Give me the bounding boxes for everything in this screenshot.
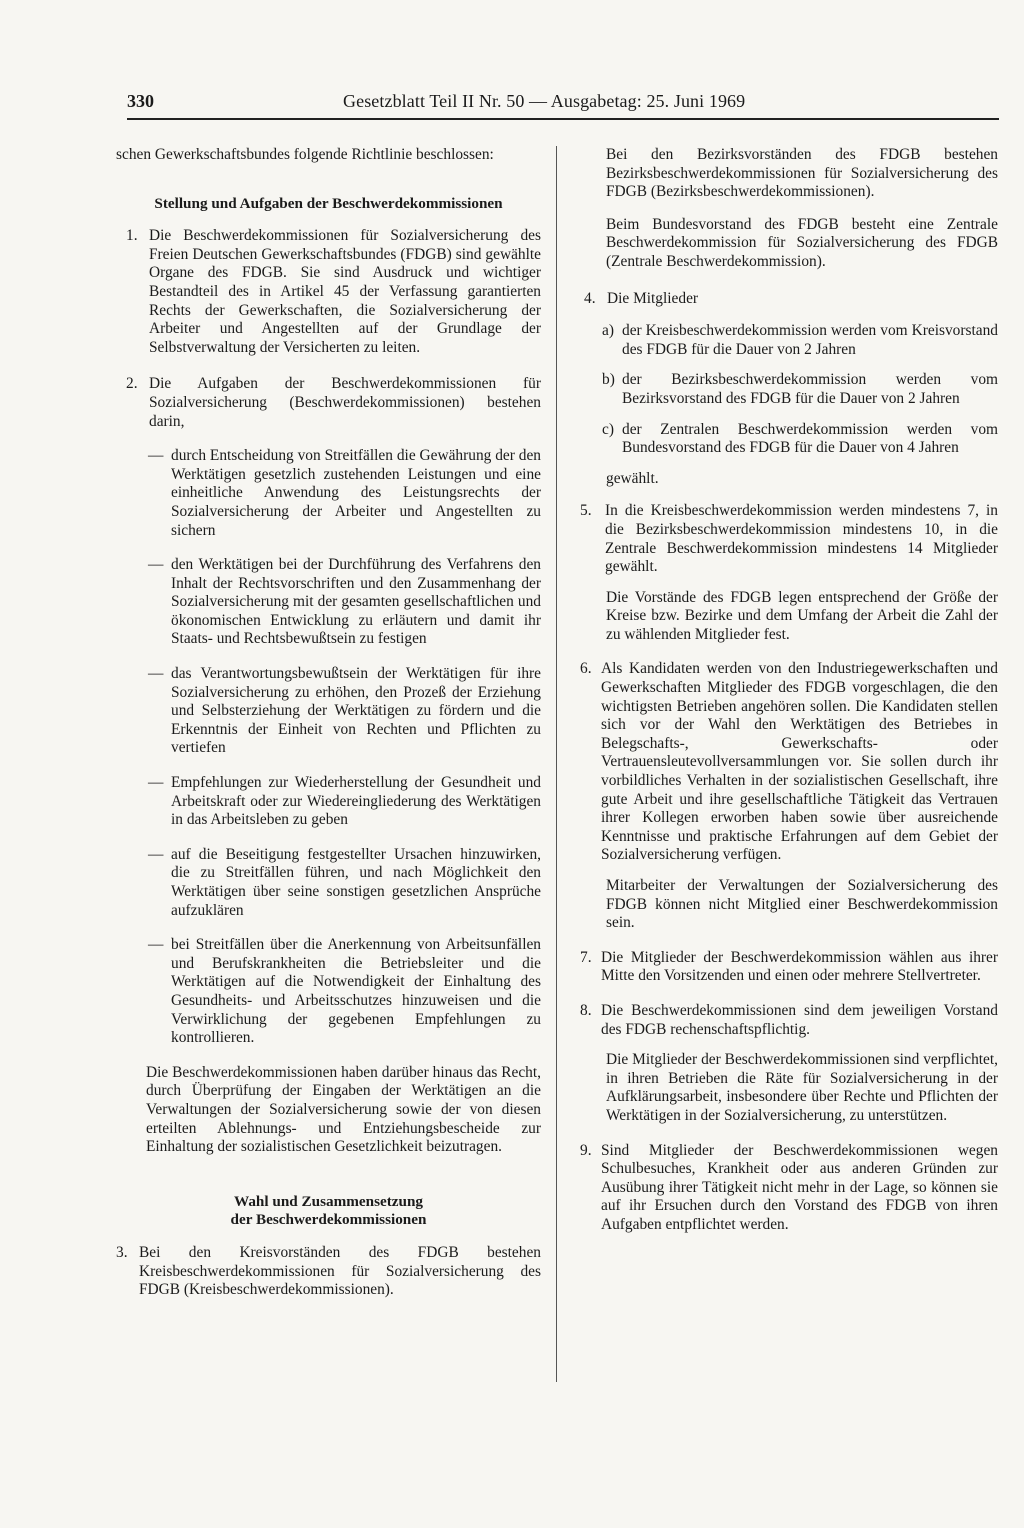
dash-item-text: den Werktätigen bei der Durchführung des Verfahrens den Inhalt der Rechtsvorschriften und den Zusammenhang der Sozialversicherung mit der gesamten gesellschaftlichen und ökonomischen Entwicklung zu erläutern und damit ihr Staats- und Rechtsbewußtsein zu festigen — [171, 556, 541, 648]
sub-item-letter: b) — [602, 371, 615, 389]
paragraph-5-part-2: Die Vorstände des FDGB legen entsprechend der Größe der Kreise bzw. Bezirke und dem Umfang der Arbeit die Zahl der zu wählenden Mitglieder fest. — [606, 588, 998, 643]
paragraph-3-part-2: Bei den Bezirksvorständen des FDGB bestehen Bezirksbeschwerdekommissionen für Sozialversicherung des FDGB (Bezirksbeschwerdekommissionen). — [606, 146, 998, 201]
paragraph-number: 9. — [580, 1141, 592, 1159]
page-header — [127, 90, 999, 120]
paragraph-8 — [566, 1002, 998, 1039]
dash-item-4 — [116, 774, 541, 830]
paragraph-number: 2. — [126, 375, 138, 393]
sub-item-b — [566, 371, 998, 408]
sub-item-text: der Bezirksbeschwerdekommission werden vom Bezirksvorstand des FDGB für die Dauer von 2 Jahren — [622, 371, 998, 407]
paragraph-9 — [566, 1142, 998, 1235]
paragraph-3 — [116, 1244, 541, 1300]
column-divider — [556, 146, 557, 1382]
paragraph-text: Die Aufgaben der Beschwerdekommissionen für Sozialversicherung (Beschwerdekommissionen) bestehen darin, — [149, 375, 541, 430]
paragraph-text: Als Kandidaten werden von den Industriegewerkschaften und Gewerkschaften Mitglieder des FDGB vorgeschlagen, die den wichtigsten Betrieben angehören sollen. Die Kandidaten stellen sich vor der Wahl den Werktätigen des Betriebes in Belegschafts-, Gewerkschafts- oder Vertrauensleutevollversammlungen vor. Sie sollen durch ihr vorbildliches Verhalten in der sozialistischen Gesellschaft, ihre gute Arbeit und ihre gesellschaftliche Tätigkeit das Vertrauen ihrer Kollegen erworben haben sowie über ausreichende Kenntnisse und praktische Erfahrungen auf dem Gebiet der Sozialversicherung verfügen. — [601, 660, 998, 864]
dash-item-1 — [116, 447, 541, 540]
sub-item-text: der Zentralen Beschwerdekommission werden vom Bundesvorstand des FDGB für die Dauer von 4 Jahren — [622, 420, 998, 457]
dash-marker: — — [148, 774, 164, 792]
dash-item-text: das Verantwortungsbewußtsein der Werktätigen für ihre Sozialversicherung zu erhöhen, den Prozeß der Erziehung und Selbsterziehung der Werktätigen zu fördern und die Erkenntnis der Einheit von Rechten und Pflichten zu vertiefen — [171, 665, 541, 757]
dash-marker: — — [148, 936, 164, 954]
paragraph-text: Die Mitglieder der Beschwerdekommission wählen aus ihrer Mitte den Vorsitzenden und einen oder mehrere Stellvertreter. — [601, 948, 998, 985]
paragraph-text: Die Mitglieder — [607, 289, 699, 307]
paragraph-text: Sind Mitglieder der Beschwerdekommissionen wegen Schulbesuches, Krankheit oder aus anderen Gründen zur Ausübung ihrer Tätigkeit nicht mehr in der Lage, so können sie auf ihr Ersuchen durch den Vorstand des FDGB von ihren Aufgaben entpflichtet werden. — [601, 1141, 998, 1233]
page-number: 330 — [127, 91, 154, 111]
paragraph-number: 4. — [584, 289, 596, 307]
dash-marker: — — [148, 665, 164, 683]
dash-item-text: durch Entscheidung von Streitfällen die Gewährung der den Werktätigen gesetzlich zustehenden Leistungen und eine einheitliche Anwendung des Leistungsrechts der Sozialversicherung der Arbeiter und Angestellten zu sichern — [171, 447, 541, 539]
sub-item-letter: c) — [602, 420, 614, 438]
section-heading-2-line-1: Wahl und Zusammensetzung — [233, 1192, 424, 1210]
sub-item-c — [566, 421, 998, 458]
right-column — [566, 146, 998, 1235]
sub-item-letter: a) — [602, 322, 614, 340]
paragraph-6 — [566, 660, 998, 865]
paragraph-text: In die Kreisbeschwerdekommission werden mindestens 7, in die Bezirksbeschwerdekommission mindestens 10, in die Zentrale Beschwerdekommission mindestens 14 Mitglieder gewählt. — [605, 502, 998, 576]
paragraph-8-part-2: Die Mitglieder der Beschwerdekommissionen sind verpflichtet, in ihren Betrieben die Räte für Sozialversicherung in der Aufklärungsarbeit, insbesondere über Rechte und Pflichten der Werktätigen in der Sozialversicherung, zu unterstützen. — [606, 1051, 998, 1124]
intro-text: schen Gewerkschaftsbundes folgende Richtlinie beschlossen: — [116, 146, 494, 163]
sub-item-text: der Kreisbeschwerdekommission werden vom Kreisvorstand des FDGB für die Dauer von 2 Jahren — [622, 322, 998, 358]
paragraph-number: 1. — [126, 227, 138, 245]
paragraph-number: 5. — [580, 502, 592, 520]
dash-marker: — — [148, 556, 164, 574]
paragraph-text: Bei den Kreisvorständen des FDGB bestehen Kreisbeschwerdekommissionen für Sozialversicherung des FDGB (Kreisbeschwerdekommissionen). — [139, 1243, 541, 1299]
dash-item-6 — [116, 936, 541, 1048]
sub-item-a — [566, 322, 998, 359]
paragraph-number: 7. — [580, 948, 592, 966]
paragraph-5 — [566, 502, 998, 576]
left-column — [116, 146, 541, 1300]
paragraph-6-part-2: Mitarbeiter der Verwaltungen der Sozialversicherung des FDGB können nicht Mitglied einer Beschwerdekommission sein. — [606, 877, 998, 932]
paragraph-7 — [566, 949, 998, 986]
dash-marker: — — [148, 845, 164, 863]
header-title: Gesetzblatt Teil II Nr. 50 — Ausgabetag: 25. Juni 1969 — [343, 91, 746, 111]
paragraph-4 — [566, 290, 998, 309]
paragraph-2 — [116, 375, 541, 431]
dash-item-text: auf die Beseitigung festgestellter Ursachen hinzuwirken, die zu Streitfällen führen, und nach Möglichkeit den Werktätigen über seine sonstigen gesetzlichen Ansprüche aufzuklären — [171, 845, 541, 919]
dash-item-text: Empfehlungen zur Wiederherstellung der Gesundheit und Arbeitskraft oder zur Wiedereingliederung des Werktätigen in das Arbeitsleben zu geben — [171, 774, 541, 829]
paragraph-3-part-3: Beim Bundesvorstand des FDGB besteht eine Zentrale Beschwerdekommission für Sozialversicherung des FDGB (Zentrale Beschwerdekommission). — [606, 215, 998, 270]
dash-item-5 — [116, 846, 541, 920]
dash-marker: — — [148, 447, 164, 465]
section-heading-2-line-2: der Beschwerdekommissionen — [230, 1211, 427, 1229]
paragraph-1 — [116, 227, 541, 357]
dash-item-3 — [116, 665, 541, 758]
paragraph-number: 3. — [116, 1243, 128, 1261]
paragraph-number: 6. — [580, 660, 592, 678]
paragraph-number: 8. — [580, 1001, 592, 1019]
dash-item-text: bei Streitfällen über die Anerkennung von Arbeitsunfällen und Berufskrankheiten die Betriebsleiter und die Werktätigen auf die Notwendigkeit der Einhaltung des Gesundheits- und Arbeitsschutzes hinzuweisen und die Verwirklichung der gegebenen Empfehlungen zu kontrollieren. — [171, 936, 541, 1047]
dash-item-2 — [116, 556, 541, 649]
paragraph-2-continuation: Die Beschwerdekommissionen haben darüber hinaus das Recht, durch Überprüfung der Eingaben der Werktätigen an die Verwaltungen der Sozialversicherung sowie der von diesen erteilten Ablehnungs- und Entziehungsbescheide zur Einhaltung der sozialistischen Gesetzlichkeit beizutragen. — [146, 1063, 541, 1156]
paragraph-text: Die Beschwerdekommissionen für Sozialversicherung des Freien Deutschen Gewerkschaftsbundes (FDGB) sind gewählte Organe des FDGB. Sie sind Ausdruck und wichtiger Bestandteil des in Artikel 45 der Verfassung garantierten Rechts der Gewerkschaften, die Sozialversicherung der Arbeiter und Angestellten auf der Grundlage der Selbstverwaltung der Versicherten zu leiten. — [149, 227, 541, 356]
section-heading-1: Stellung und Aufgaben der Beschwerdekommissionen — [154, 194, 503, 212]
paragraph-text: Die Beschwerdekommissionen sind dem jeweiligen Vorstand des FDGB rechenschaftspflichtig. — [601, 1001, 998, 1038]
paragraph-4-end: gewählt. — [606, 469, 659, 487]
